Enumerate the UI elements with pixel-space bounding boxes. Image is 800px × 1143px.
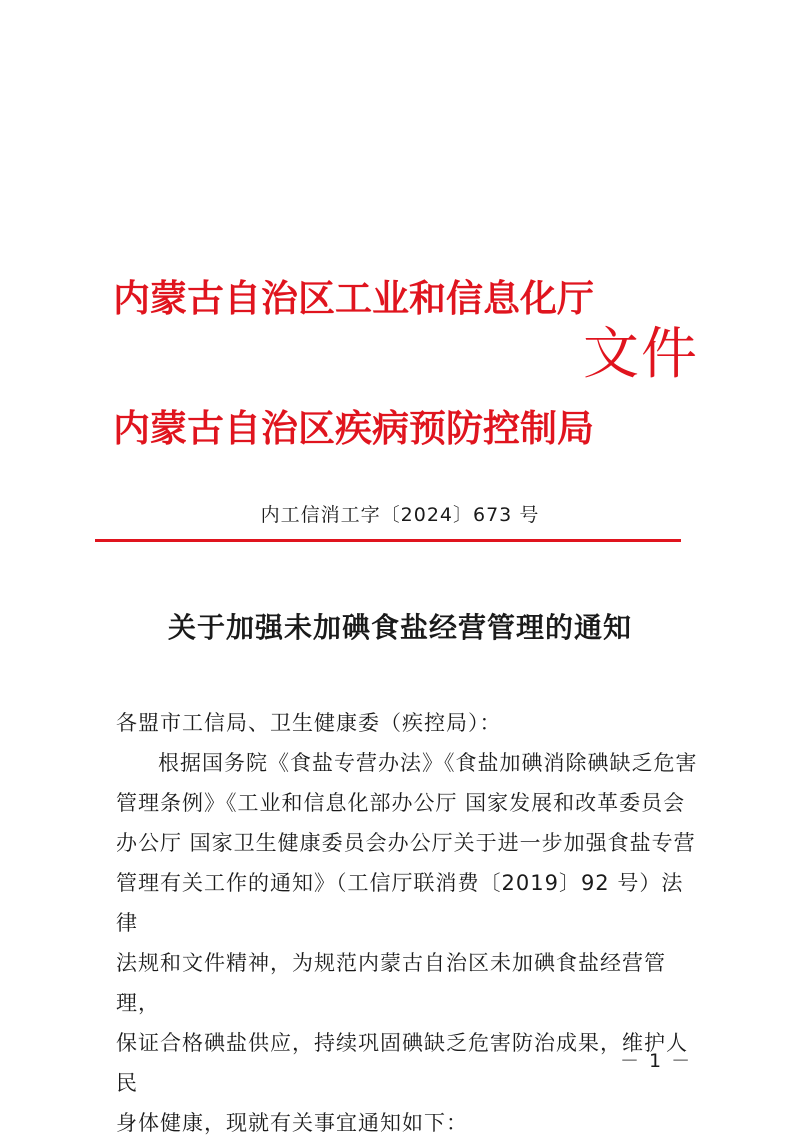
body-line: 保证合格碘盐供应，持续巩固碘缺乏危害防治成果，维护人民 (116, 1031, 688, 1095)
red-divider (95, 539, 681, 542)
body-line: 根据国务院《食盐专营办法》《食盐加碘消除碘缺乏危害 (158, 751, 698, 775)
document-body (116, 703, 700, 1143)
body-line: 身体健康，现就有关事宜通知如下： (116, 1111, 468, 1135)
page-number: － 1 － (620, 1050, 693, 1072)
document-type-label: 文件 (583, 322, 699, 387)
body-line: 管理有关工作的通知》（工信厅联消费〔2019〕92 号）法律 (116, 871, 684, 935)
addressee: 各盟市工信局、卫生健康委（疾控局）： (116, 711, 502, 735)
issuing-org-2: 内蒙古自治区疾病预防控制局 (113, 407, 594, 450)
body-line: 法规和文件精神，为规范内蒙古自治区未加碘食盐经营管理， (116, 951, 666, 1015)
issuing-org-1: 内蒙古自治区工业和信息化厅 (113, 277, 594, 320)
body-line: 办公厅 国家卫生健康委员会办公厅关于进一步加强食盐专营 (116, 831, 696, 855)
document-title: 关于加强未加碘食盐经营管理的通知 (167, 611, 632, 644)
document-number: 内工信消工字〔2024〕673 号 (260, 504, 540, 526)
body-line: 管理条例》《工业和信息化部办公厅 国家发展和改革委员会 (116, 791, 686, 815)
